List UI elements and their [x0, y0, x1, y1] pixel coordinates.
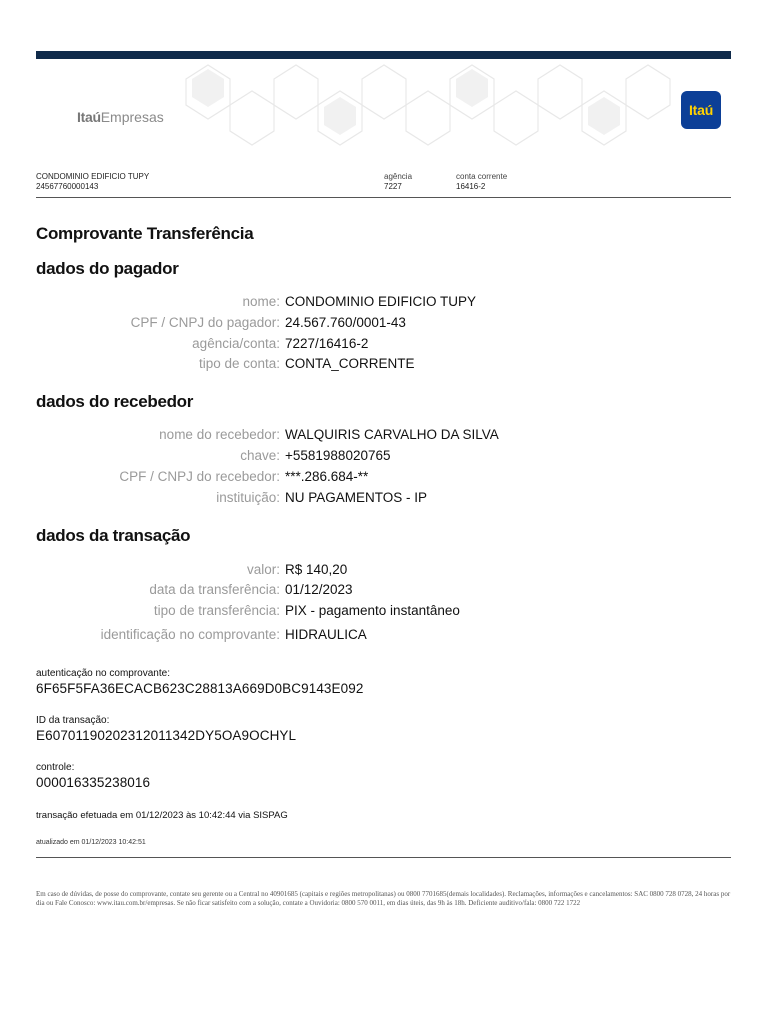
field-value: 24.567.760/0001-43 — [285, 315, 406, 330]
payer-heading: dados do pagador — [36, 259, 179, 278]
field-value: ***.286.684-** — [285, 469, 369, 484]
receiver-row — [36, 427, 731, 445]
field-label: nome do recebedor: — [159, 427, 280, 442]
payer-row — [36, 294, 731, 312]
field-label: CPF / CNPJ do pagador: — [130, 315, 280, 330]
company-id: 24567760000143 — [36, 182, 99, 191]
updated-info: atualizado em 01/12/2023 10:42:51 — [36, 839, 146, 846]
logo-text: Itaú — [688, 102, 714, 118]
company-block — [36, 172, 149, 192]
field-label: instituição: — [216, 490, 280, 505]
agency-label: agência — [384, 172, 413, 181]
auth-value: 6F65F5FA36ECACB623C28813A669D0BC9143E092 — [36, 681, 364, 696]
control-label: controle: — [36, 762, 75, 773]
transaction-row — [36, 562, 731, 580]
field-label: chave: — [240, 448, 280, 463]
field-value: PIX - pagamento instantâneo — [285, 603, 460, 618]
field-value: R$ 140,20 — [285, 562, 348, 577]
auth-label: autenticação no comprovante: — [36, 668, 170, 679]
field-value: CONTA_CORRENTE — [285, 356, 415, 371]
agency-value: 7227 — [384, 182, 402, 191]
receiver-row — [36, 490, 731, 508]
transaction-row — [36, 603, 731, 621]
receiver-heading: dados do recebedor — [36, 392, 194, 411]
transaction-row — [36, 582, 731, 600]
account-block — [456, 172, 507, 192]
header-pattern — [36, 59, 731, 151]
account-value: 16416-2 — [456, 182, 486, 191]
receiver-row — [36, 469, 731, 487]
field-label: nome: — [242, 294, 280, 309]
txid-label: ID da transação: — [36, 715, 110, 726]
field-label: agência/conta: — [192, 336, 280, 351]
footer-divider — [36, 857, 731, 858]
field-label: identificação no comprovante: — [100, 627, 280, 642]
transaction-row — [36, 627, 731, 645]
disclaimer-text: Em caso de dúvidas, de posse do comprovante, contate seu gerente ou a Central no 40901685 (capitais e regiões metropolitanas) ou 0800 7701685(demais localidades). Reclamações, informações e cancelamentos: SAC 0800 728 0728, 24 horas por dia ou Fale Conosco: www.itau.com.br/empresas. Se não ficar satisfeito com a solução, contate a Ouvidoria: 0800 570 0011, em dias úteis, das 9h às 18h. Deficiente auditivo/fala: 0800 722 1722 — [36, 890, 731, 907]
field-label: tipo de conta: — [198, 356, 280, 371]
payer-row — [36, 356, 731, 374]
field-label: CPF / CNPJ do recebedor: — [119, 469, 280, 484]
field-label: tipo de transferência: — [153, 603, 280, 618]
header-bar — [36, 51, 731, 59]
account-label: conta corrente — [456, 172, 508, 181]
itau-logo — [681, 91, 721, 129]
page-title: Comprovante Transferência — [36, 224, 254, 243]
txid-value: E60701190202312011342DY5OA9OCHYL — [36, 728, 297, 743]
field-value: 01/12/2023 — [285, 582, 353, 597]
brand-wordmark: ItaúEmpresas — [77, 109, 164, 125]
agency-block — [384, 172, 412, 192]
field-value: NU PAGAMENTOS - IP — [285, 490, 428, 505]
field-value: HIDRAULICA — [285, 627, 367, 642]
payer-row — [36, 315, 731, 333]
receiver-row — [36, 448, 731, 466]
payer-row — [36, 336, 731, 354]
control-value: 000016335238016 — [36, 775, 151, 790]
field-value: 7227/16416-2 — [285, 336, 369, 351]
field-value: WALQUIRIS CARVALHO DA SILVA — [285, 427, 499, 442]
transaction-heading: dados da transação — [36, 526, 191, 545]
field-label: data da transferência: — [149, 582, 280, 597]
header-divider — [36, 197, 731, 198]
field-label: valor: — [246, 562, 280, 577]
execution-info: transação efetuada em 01/12/2023 às 10:42:44 via SISPAG — [36, 810, 288, 821]
company-name: CONDOMINIO EDIFICIO TUPY — [36, 172, 150, 181]
field-value: +5581988020765 — [285, 448, 391, 463]
field-value: CONDOMINIO EDIFICIO TUPY — [285, 294, 477, 309]
